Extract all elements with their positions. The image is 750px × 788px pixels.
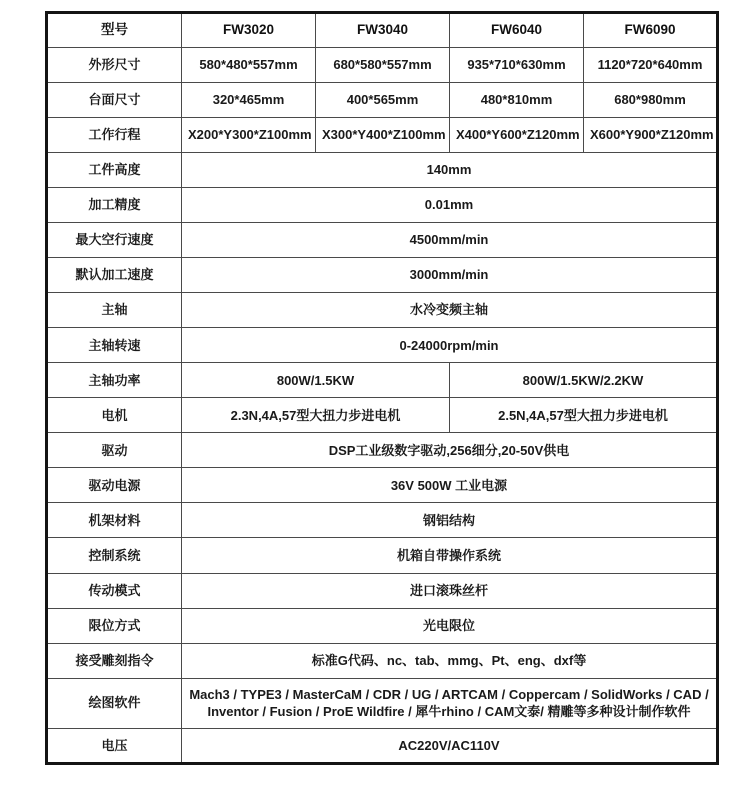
spec-label: 默认加工速度 <box>47 258 182 293</box>
spec-label: 主轴功率 <box>47 363 182 398</box>
spec-value: AC220V/AC110V <box>182 728 718 763</box>
spec-value: 机箱自带操作系统 <box>182 538 718 573</box>
row-precision <box>47 188 718 223</box>
spec-value: 800W/1.5KW/2.2KW <box>450 363 718 398</box>
row-driver-power-supply <box>47 468 718 503</box>
spec-value: 0.01mm <box>182 188 718 223</box>
model-name-fw6040: FW6040 <box>450 13 584 48</box>
spec-label: 台面尺寸 <box>47 83 182 118</box>
spec-value: X400*Y600*Z120mm <box>450 118 584 153</box>
spec-value: 935*710*630mm <box>450 48 584 83</box>
spec-value: 2.5N,4A,57型大扭力步进电机 <box>450 398 718 433</box>
spec-value: 2.3N,4A,57型大扭力步进电机 <box>182 398 450 433</box>
row-engraving-commands <box>47 643 718 678</box>
spec-label: 限位方式 <box>47 608 182 643</box>
spec-label: 绘图软件 <box>47 678 182 728</box>
spec-value: 800W/1.5KW <box>182 363 450 398</box>
spec-label: 驱动 <box>47 433 182 468</box>
spec-label: 传动模式 <box>47 573 182 608</box>
row-limit-method <box>47 608 718 643</box>
model-name-fw3040: FW3040 <box>316 13 450 48</box>
spec-label: 机架材料 <box>47 503 182 538</box>
spec-label: 主轴转速 <box>47 328 182 363</box>
row-drawing-software <box>47 678 718 728</box>
spec-label: 最大空行速度 <box>47 223 182 258</box>
row-driver <box>47 433 718 468</box>
spec-label: 接受雕刻指令 <box>47 643 182 678</box>
model-name-fw6090: FW6090 <box>584 13 718 48</box>
spec-value: 钢铝结构 <box>182 503 718 538</box>
row-voltage <box>47 728 718 763</box>
spec-value: 480*810mm <box>450 83 584 118</box>
row-motor <box>47 398 718 433</box>
spec-value: 580*480*557mm <box>182 48 316 83</box>
spec-label: 主轴 <box>47 293 182 328</box>
spec-value: 400*565mm <box>316 83 450 118</box>
spec-value: 标准G代码、nc、tab、mmg、Pt、eng、dxf等 <box>182 643 718 678</box>
spec-label: 工作行程 <box>47 118 182 153</box>
spec-value: 4500mm/min <box>182 223 718 258</box>
spec-value: 320*465mm <box>182 83 316 118</box>
spec-value: 36V 500W 工业电源 <box>182 468 718 503</box>
spec-value: 680*580*557mm <box>316 48 450 83</box>
row-control-system <box>47 538 718 573</box>
spec-label: 电机 <box>47 398 182 433</box>
spec-value: 140mm <box>182 153 718 188</box>
spec-label: 驱动电源 <box>47 468 182 503</box>
spec-label: 控制系统 <box>47 538 182 573</box>
model-name-fw3020: FW3020 <box>182 13 316 48</box>
spec-value: X200*Y300*Z100mm <box>182 118 316 153</box>
spec-value: DSP工业级数字驱动,256细分,20-50V供电 <box>182 433 718 468</box>
row-transmission <box>47 573 718 608</box>
spec-value: 水冷变频主轴 <box>182 293 718 328</box>
row-working-travel <box>47 118 718 153</box>
spec-label: 外形尺寸 <box>47 48 182 83</box>
spec-value: 680*980mm <box>584 83 718 118</box>
row-spindle-power <box>47 363 718 398</box>
spec-label: 电压 <box>47 728 182 763</box>
row-frame-material <box>47 503 718 538</box>
spec-value: 3000mm/min <box>182 258 718 293</box>
row-workpiece-height <box>47 153 718 188</box>
spec-value: 光电限位 <box>182 608 718 643</box>
spec-value: 进口滚珠丝杆 <box>182 573 718 608</box>
row-table-size <box>47 83 718 118</box>
spec-value: Mach3 / TYPE3 / MasterCaM / CDR / UG / ARTCAM / Coppercam / SolidWorks / CAD / Inventor / Fusion / ProE Wildfire / 犀牛rhino / CAM文泰/ 精雕等多种设计制作软件 <box>182 678 718 728</box>
spec-value: 1120*720*640mm <box>584 48 718 83</box>
row-default-speed <box>47 258 718 293</box>
header-model-label: 型号 <box>47 13 182 48</box>
row-spindle <box>47 293 718 328</box>
spec-value: X300*Y400*Z100mm <box>316 118 450 153</box>
spec-label: 加工精度 <box>47 188 182 223</box>
header-row <box>47 13 718 48</box>
row-spindle-speed <box>47 328 718 363</box>
row-outer-dimensions <box>47 48 718 83</box>
spec-value: 0-24000rpm/min <box>182 328 718 363</box>
spec-table <box>45 11 719 765</box>
row-max-travel-speed <box>47 223 718 258</box>
spec-label: 工件高度 <box>47 153 182 188</box>
spec-value: X600*Y900*Z120mm <box>584 118 718 153</box>
